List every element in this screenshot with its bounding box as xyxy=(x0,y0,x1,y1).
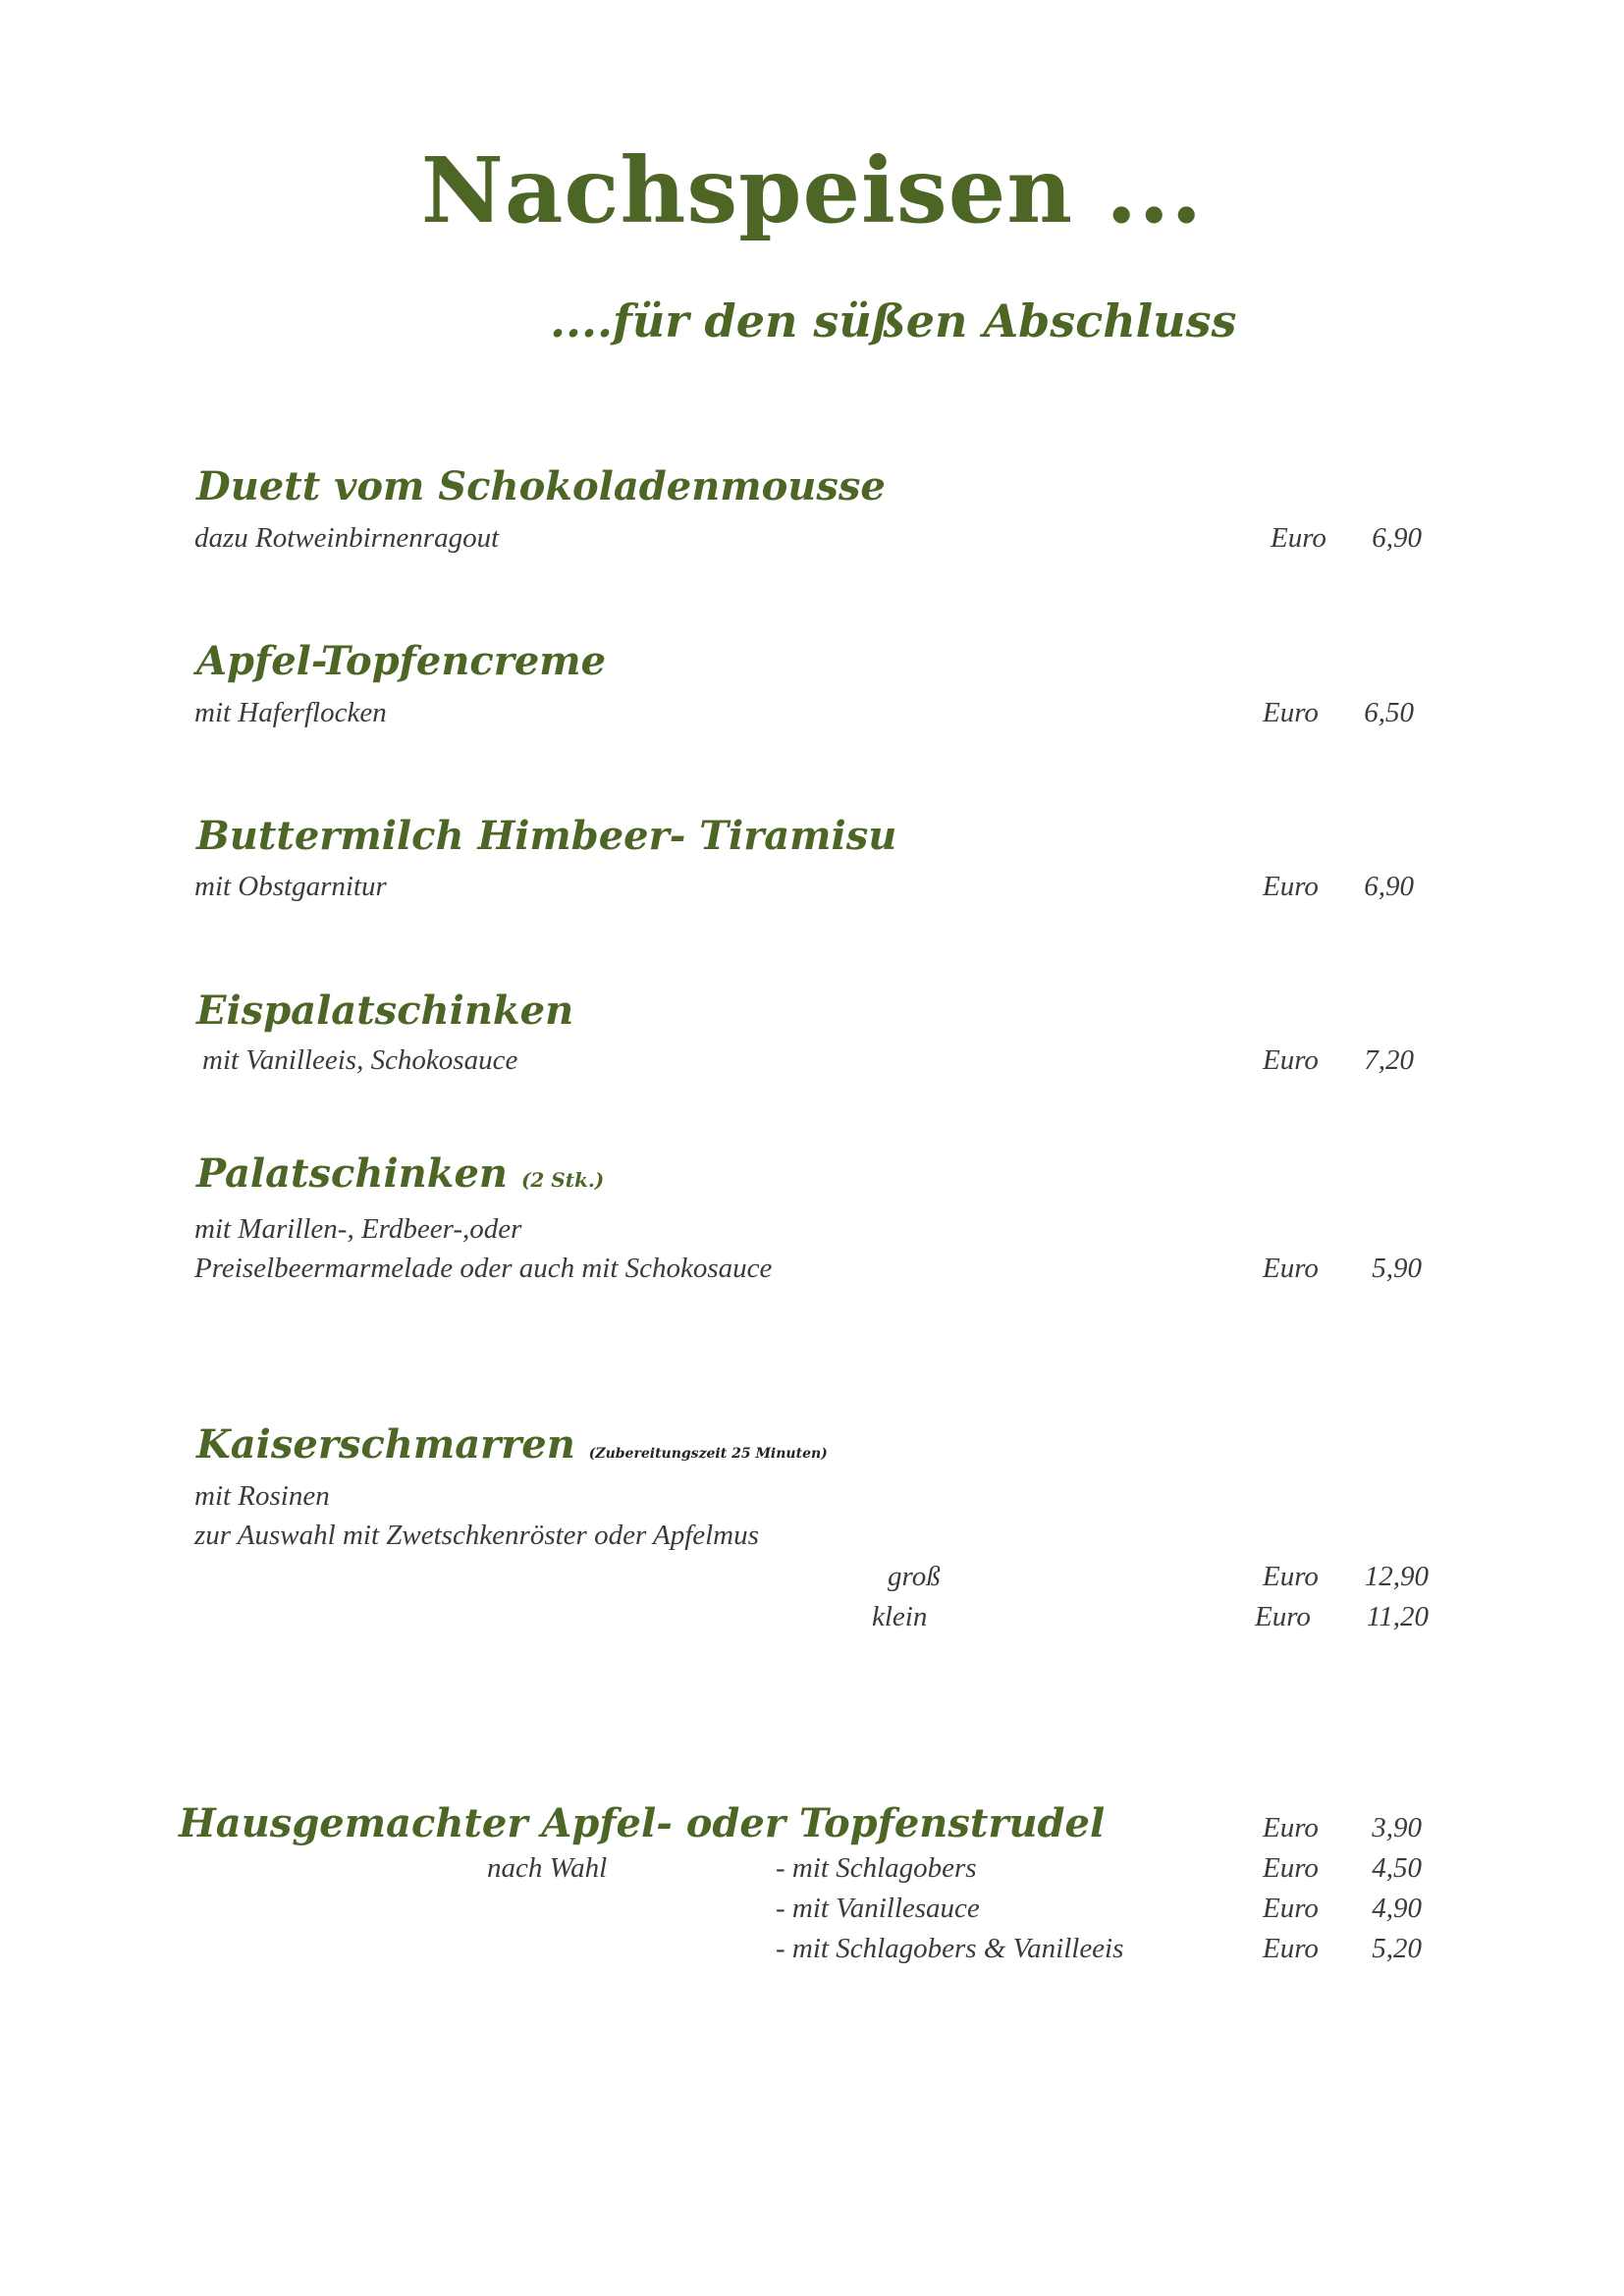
choice-label: nach Wahl xyxy=(487,1852,608,1884)
price: 3,90 xyxy=(1372,1812,1422,1843)
option-label: - mit Schlagobers & Vanilleeis xyxy=(776,1933,1124,1964)
dish-name xyxy=(196,1421,828,1468)
dish-name: Duett vom Schokoladenmousse xyxy=(196,463,886,509)
dish-description: mit Marillen-, Erdbeer-,oder xyxy=(194,1213,522,1245)
dish-description: mit Haferflocken xyxy=(194,697,387,728)
dish-note: (Zubereitungszeit 25 Minuten) xyxy=(588,1446,828,1462)
currency-label: Euro xyxy=(1255,1601,1311,1632)
dish-name-text: Kaiserschmarren xyxy=(196,1421,575,1468)
dish-note: (2 Stk.) xyxy=(520,1168,605,1192)
page-title: Nachspeisen ... xyxy=(420,137,1204,243)
price: 12,90 xyxy=(1364,1561,1429,1592)
dish-description: dazu Rotweinbirnenragout xyxy=(194,522,500,554)
size-label: groß xyxy=(888,1561,941,1592)
dish-name: Buttermilch Himbeer- Tiramisu xyxy=(196,813,897,859)
dish-description: mit Rosinen xyxy=(194,1480,330,1512)
price: 6,90 xyxy=(1364,871,1414,902)
currency-label: Euro xyxy=(1263,1933,1319,1964)
dish-name: Apfel-Topfencreme xyxy=(196,638,607,684)
price: 5,90 xyxy=(1372,1253,1422,1284)
option-label: - mit Schlagobers xyxy=(776,1852,977,1884)
currency-label: Euro xyxy=(1263,697,1319,728)
price: 4,50 xyxy=(1372,1852,1422,1884)
dish-description: mit Obstgarnitur xyxy=(194,871,387,902)
dish-name xyxy=(196,1150,604,1197)
size-label: klein xyxy=(872,1601,928,1632)
currency-label: Euro xyxy=(1263,1852,1319,1884)
currency-label: Euro xyxy=(1263,1812,1319,1843)
dish-name: Hausgemachter Apfel- oder Topfenstrudel xyxy=(179,1800,1106,1846)
dish-description: zur Auswahl mit Zwetschkenröster oder Apfelmus xyxy=(194,1520,759,1551)
price: 7,20 xyxy=(1364,1044,1414,1076)
dish-name-text: Palatschinken xyxy=(196,1150,508,1197)
currency-label: Euro xyxy=(1263,1253,1319,1284)
dish-description: mit Vanilleeis, Schokosauce xyxy=(202,1044,518,1076)
currency-label: Euro xyxy=(1263,1044,1319,1076)
currency-label: Euro xyxy=(1263,1893,1319,1924)
price: 5,20 xyxy=(1372,1933,1422,1964)
currency-label: Euro xyxy=(1271,522,1326,554)
price: 4,90 xyxy=(1372,1893,1422,1924)
currency-label: Euro xyxy=(1263,1561,1319,1592)
dish-description: Preiselbeermarmelade oder auch mit Schokosauce xyxy=(194,1253,773,1284)
currency-label: Euro xyxy=(1263,871,1319,902)
page-subtitle: ....für den süßen Abschluss xyxy=(550,294,1237,347)
price: 6,50 xyxy=(1364,697,1414,728)
price: 6,90 xyxy=(1372,522,1422,554)
dish-name: Eispalatschinken xyxy=(196,988,574,1034)
price: 11,20 xyxy=(1366,1601,1429,1632)
option-label: - mit Vanillesauce xyxy=(776,1893,980,1924)
